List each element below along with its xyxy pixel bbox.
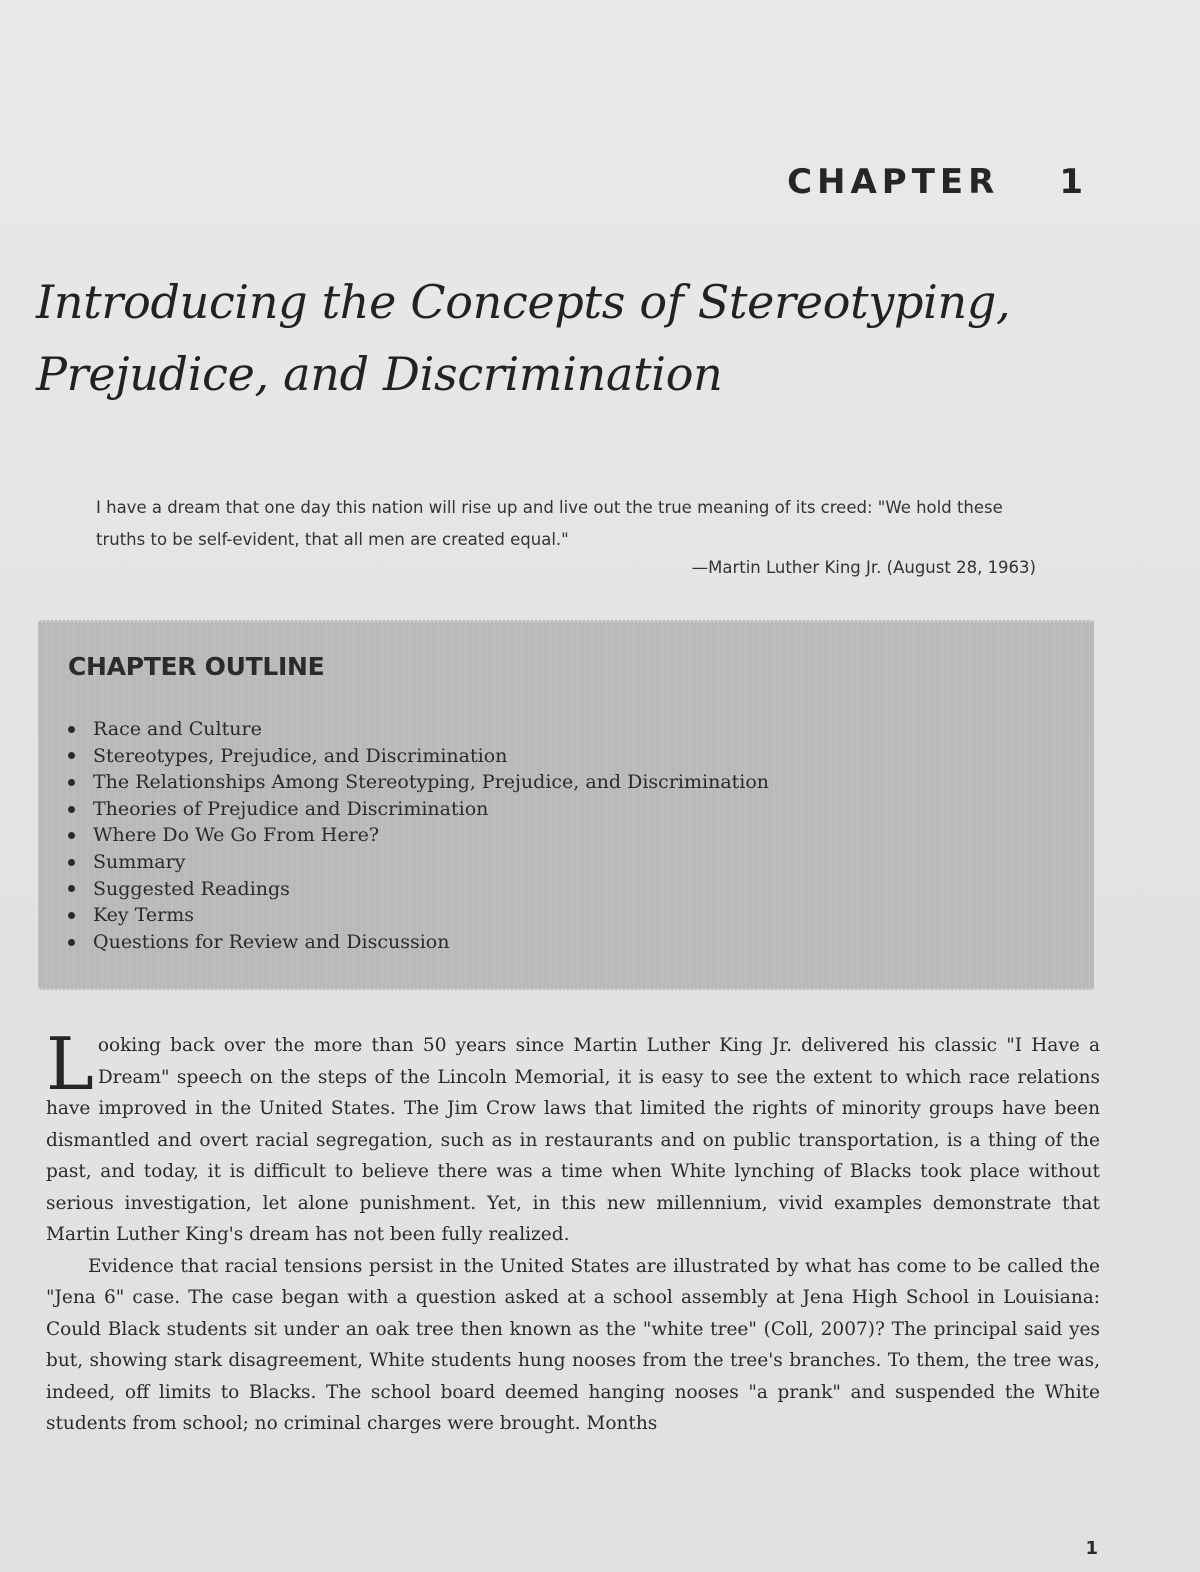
epigraph-quote: I have a dream that one day this nation will rise up and live out the true meaning of its creed: "We hold these truths to be self-evident, that all men are created equal." (96, 498, 1003, 549)
page-number: 1 (1085, 1538, 1098, 1559)
outline-item (68, 716, 769, 743)
outline-item-label: Theories of Prejudice and Discrimination (93, 797, 489, 820)
bullet-icon (68, 885, 75, 892)
epigraph (96, 492, 1036, 584)
bullet-icon (68, 726, 75, 733)
outline-item (68, 769, 769, 796)
bullet-icon (68, 912, 75, 919)
outline-item (68, 902, 769, 929)
outline-item-label: Questions for Review and Discussion (93, 930, 450, 953)
chapter-number: 1 (1059, 162, 1088, 202)
outline-item-label: The Relationships Among Stereotyping, Prejudice, and Discrimination (93, 771, 770, 794)
chapter-word: CHAPTER (787, 162, 1000, 202)
outline-item (68, 849, 769, 876)
chapter-outline-list (68, 716, 769, 955)
chapter-outline-box (38, 620, 1094, 990)
bullet-icon (68, 752, 75, 759)
outline-item-label: Summary (93, 850, 186, 873)
bullet-icon (68, 779, 75, 786)
outline-item (68, 822, 769, 849)
outline-item-label: Suggested Readings (93, 877, 290, 900)
outline-item (68, 796, 769, 823)
body-text (46, 1022, 1100, 1440)
chapter-outline-heading: CHAPTER OUTLINE (68, 652, 325, 681)
bullet-icon (68, 832, 75, 839)
outline-item-label: Race and Culture (93, 718, 262, 740)
drop-cap: L (46, 1022, 94, 1106)
outline-item (68, 743, 769, 770)
epigraph-attribution: —Martin Luther King Jr. (August 28, 1963) (691, 558, 1036, 577)
outline-item (68, 876, 769, 903)
body-paragraph-1 (46, 1022, 1100, 1251)
outline-item-label: Stereotypes, Prejudice, and Discrimination (93, 744, 508, 767)
chapter-label (787, 162, 1088, 202)
outline-item-label: Where Do We Go From Here? (93, 824, 380, 847)
outline-item (68, 929, 769, 956)
body-paragraph-1-text: ooking back over the more than 50 years since Martin Luther King Jr. delivered his classic "I Have a Dream" speech on the steps of the Lincoln Memorial, it is easy to see the extent to which race relations have improved in the United States. The Jim Crow laws that limited the rights of minority groups have been dismantled and overt racial segregation, such as in restaurants and on public transportation, is a thing of the past, and today, it is difficult to believe there was a time when White lynching of Blacks took place without serious investigation, let alone punishment. Yet, in this new millennium, vivid examples demonstrate that Martin Luther King's dream has not been fully realized. (46, 1035, 1100, 1245)
chapter-title: Introducing the Concepts of Stereotyping, Prejudice, and Discrimination (36, 275, 1011, 401)
outline-item-label: Key Terms (93, 904, 194, 927)
bullet-icon (68, 939, 75, 946)
body-paragraph-2: Evidence that racial tensions persist in the United States are illustrated by what has come to be called the "Jena 6" case. The case began with a question asked at a school assembly at Jena High School in Louisiana: Could Black students sit under an oak tree then known as the "white tree" (Coll, 2007)? The principal said yes but, showing stark disagreement, White students hung nooses from the tree's branches. To them, the tree was, indeed, off limits to Blacks. The school board deemed hanging nooses "a prank" and suspended the White students from school; no criminal charges were brought. Months (46, 1255, 1100, 1434)
bullet-icon (68, 806, 75, 813)
bullet-icon (68, 859, 75, 866)
